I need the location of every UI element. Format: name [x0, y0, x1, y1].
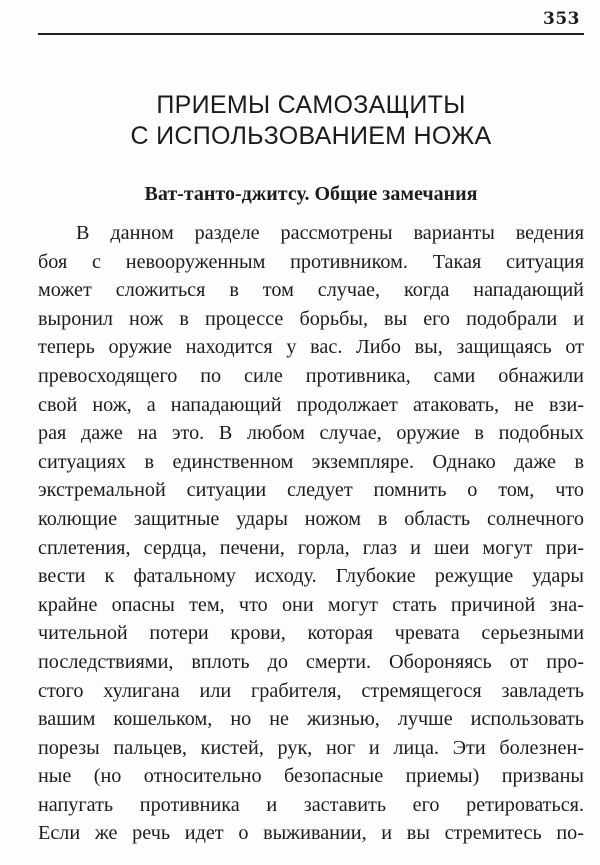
- section-title: Ват-танто-джитсу. Общие замечания: [144, 183, 478, 205]
- text-line: сплетения, сердца, печени, горла, глаз и шеи могут при-: [38, 536, 584, 559]
- text-line: вести к фатальному исходу. Глубокие режущие удары: [38, 565, 584, 588]
- text-line: ситуациях в единственном экземпляре. Однако даже в: [38, 450, 584, 473]
- page-number: 353: [543, 9, 580, 29]
- text-line: свой нож, а нападающий продолжает атаковать, не взи-: [38, 393, 584, 416]
- chapter-title-line: ПРИЕМЫ САМОЗАЩИТЫ: [156, 91, 466, 119]
- text-line: последствиями, вплоть до смерти. Обороняясь от про-: [38, 650, 584, 673]
- text-line: выронил нож в процессе борьбы, вы его подобрали и: [38, 307, 584, 330]
- text-line: может сложиться в том случае, когда нападающий: [38, 279, 584, 302]
- text-line: экстремальной ситуации следует помнить о том, что: [38, 479, 584, 502]
- chapter-title: [38, 90, 584, 152]
- text-line: боя с невооруженным противником. Такая ситуация: [38, 250, 584, 273]
- text-line: рая даже на это. В любом случае, оружие в подобных: [38, 422, 584, 445]
- text-line: напугать противника и заставить его ретироваться.: [38, 793, 584, 816]
- header-rule: [38, 33, 584, 35]
- text-line: превосходящего по силе противника, сами обнажили: [38, 364, 584, 387]
- body-paragraph: [38, 219, 584, 848]
- text-line: вашим кошельком, но не жизнью, лучше использовать: [38, 708, 584, 731]
- text-line: чительной потери крови, которая чревата серьезными: [38, 622, 584, 645]
- text-line: Если же речь идет о выживании, и вы стремитесь по-: [38, 822, 584, 845]
- text-line: крайне опасны тем, что они могут стать причиной зна-: [38, 593, 584, 616]
- text-line: стого хулигана или грабителя, стремящегося завладеть: [38, 679, 584, 702]
- text-line: В данном разделе рассмотрены варианты ведения: [76, 222, 584, 244]
- chapter-title-line: С ИСПОЛЬЗОВАНИЕМ НОЖА: [130, 122, 492, 150]
- text-line: ные (но относительно безопасные приемы) призваны: [38, 765, 584, 788]
- text-line: колющие защитные удары ножом в область солнечного: [38, 507, 584, 530]
- text-line: теперь оружие находится у вас. Либо вы, защищаясь от: [38, 336, 584, 359]
- text-line: порезы пальцев, кистей, рук, ног и лица. Эти болезнен-: [38, 736, 584, 759]
